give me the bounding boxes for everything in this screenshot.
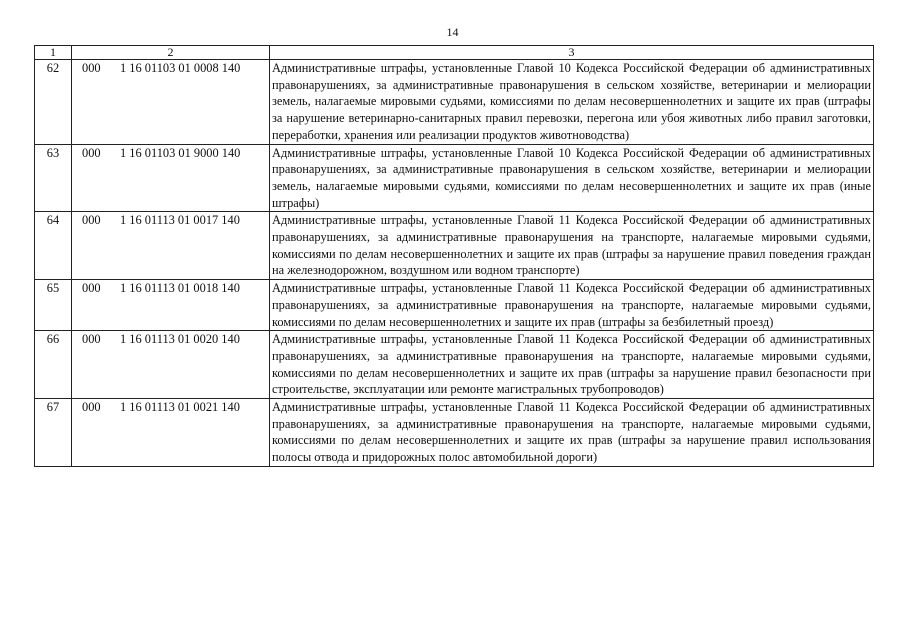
kbk-code: 1 16 01113 01 0017 140 <box>120 213 240 228</box>
kbk-code: 1 16 01113 01 0018 140 <box>120 281 240 296</box>
column-header-1: 1 <box>35 46 72 60</box>
code-cell <box>72 280 270 331</box>
row-number: 65 <box>35 280 72 331</box>
admin-code: 000 <box>82 213 101 228</box>
code-cell <box>72 144 270 212</box>
kbk-code: 1 16 01113 01 0021 140 <box>120 400 240 415</box>
kbk-code: 1 16 01103 01 0008 140 <box>120 61 241 75</box>
table-row <box>35 399 874 467</box>
kbk-code: 1 16 01113 01 0020 140 <box>120 332 240 347</box>
description-cell: Административные штрафы, установленные Главой 11 Кодекса Российской Федерации об административных правонарушениях, за административные правонарушения на транспорте, налагаемые мировыми судьями, комиссиями по делам несовершеннолетних и защите их прав (штрафы за нарушение правил поведения граждан на железнодорожном, воздушном или водном транспорте) <box>270 212 874 280</box>
description-cell: Административные штрафы, установленные Главой 11 Кодекса Российской Федерации об административных правонарушениях, за административные правонарушения на транспорте, налагаемые мировыми судьями, комиссиями по делам несовершеннолетних и защите их прав (штрафы за нарушение правил безопасности при строительстве, эксплуатации или ремонте магистральных трубопроводов) <box>270 331 874 399</box>
table-header-row <box>35 46 874 60</box>
row-number: 63 <box>35 144 72 212</box>
admin-code: 000 <box>82 145 101 160</box>
code-cell <box>72 60 270 145</box>
admin-code: 000 <box>82 332 101 347</box>
description-cell: Административные штрафы, установленные Главой 11 Кодекса Российской Федерации об административных правонарушениях, за административные правонарушения на транспорте, налагаемые мировыми судьями, комиссиями по делам несовершеннолетних и защите их прав (штрафы за безбилетный проезд) <box>270 280 874 331</box>
code-cell <box>72 399 270 467</box>
row-number: 62 <box>35 60 72 145</box>
kbk-code: 1 16 01103 01 9000 140 <box>120 145 241 160</box>
description-cell: Административные штрафы, установленные Главой 10 Кодекса Российской Федерации об административных правонарушениях, за административные правонарушения в сельском хозяйстве, ветеринарии и мелиорации земель, налагаемые мировыми судьями, комиссиями по делам несовершеннолетних и защите их прав (штрафы за нарушение ветеринарно-санитарных правил перевозки, перегона или убоя животных либо правил заготовки, переработки, хранения или реализации продуктов животноводства) <box>270 60 874 145</box>
table-row <box>35 331 874 399</box>
admin-code: 000 <box>82 400 101 415</box>
column-header-3: 3 <box>270 46 874 60</box>
row-number: 67 <box>35 399 72 467</box>
page-number: 14 <box>446 25 459 39</box>
row-number: 66 <box>35 331 72 399</box>
code-cell <box>72 212 270 280</box>
code-cell <box>72 331 270 399</box>
row-number: 64 <box>35 212 72 280</box>
table-row <box>35 212 874 280</box>
table-row <box>35 60 874 145</box>
admin-code: 000 <box>82 61 101 75</box>
budget-table <box>34 45 874 467</box>
column-header-2: 2 <box>72 46 270 60</box>
description-cell: Административные штрафы, установленные Главой 10 Кодекса Российской Федерации об административных правонарушениях, за административные правонарушения в сельском хозяйстве, ветеринарии и мелиорации земель, налагаемые мировыми судьями, комиссиями по делам несовершеннолетних и защите их прав (иные штрафы) <box>270 144 874 212</box>
table-row <box>35 144 874 212</box>
description-cell: Административные штрафы, установленные Главой 11 Кодекса Российской Федерации об административных правонарушениях, за административные правонарушения на транспорте, налагаемые мировыми судьями, комиссиями по делам несовершеннолетних и защите их прав (штрафы за нарушение правил использования полосы отвода и придорожных полос автомобильной дороги) <box>270 399 874 467</box>
table-row <box>35 280 874 331</box>
admin-code: 000 <box>82 281 101 296</box>
